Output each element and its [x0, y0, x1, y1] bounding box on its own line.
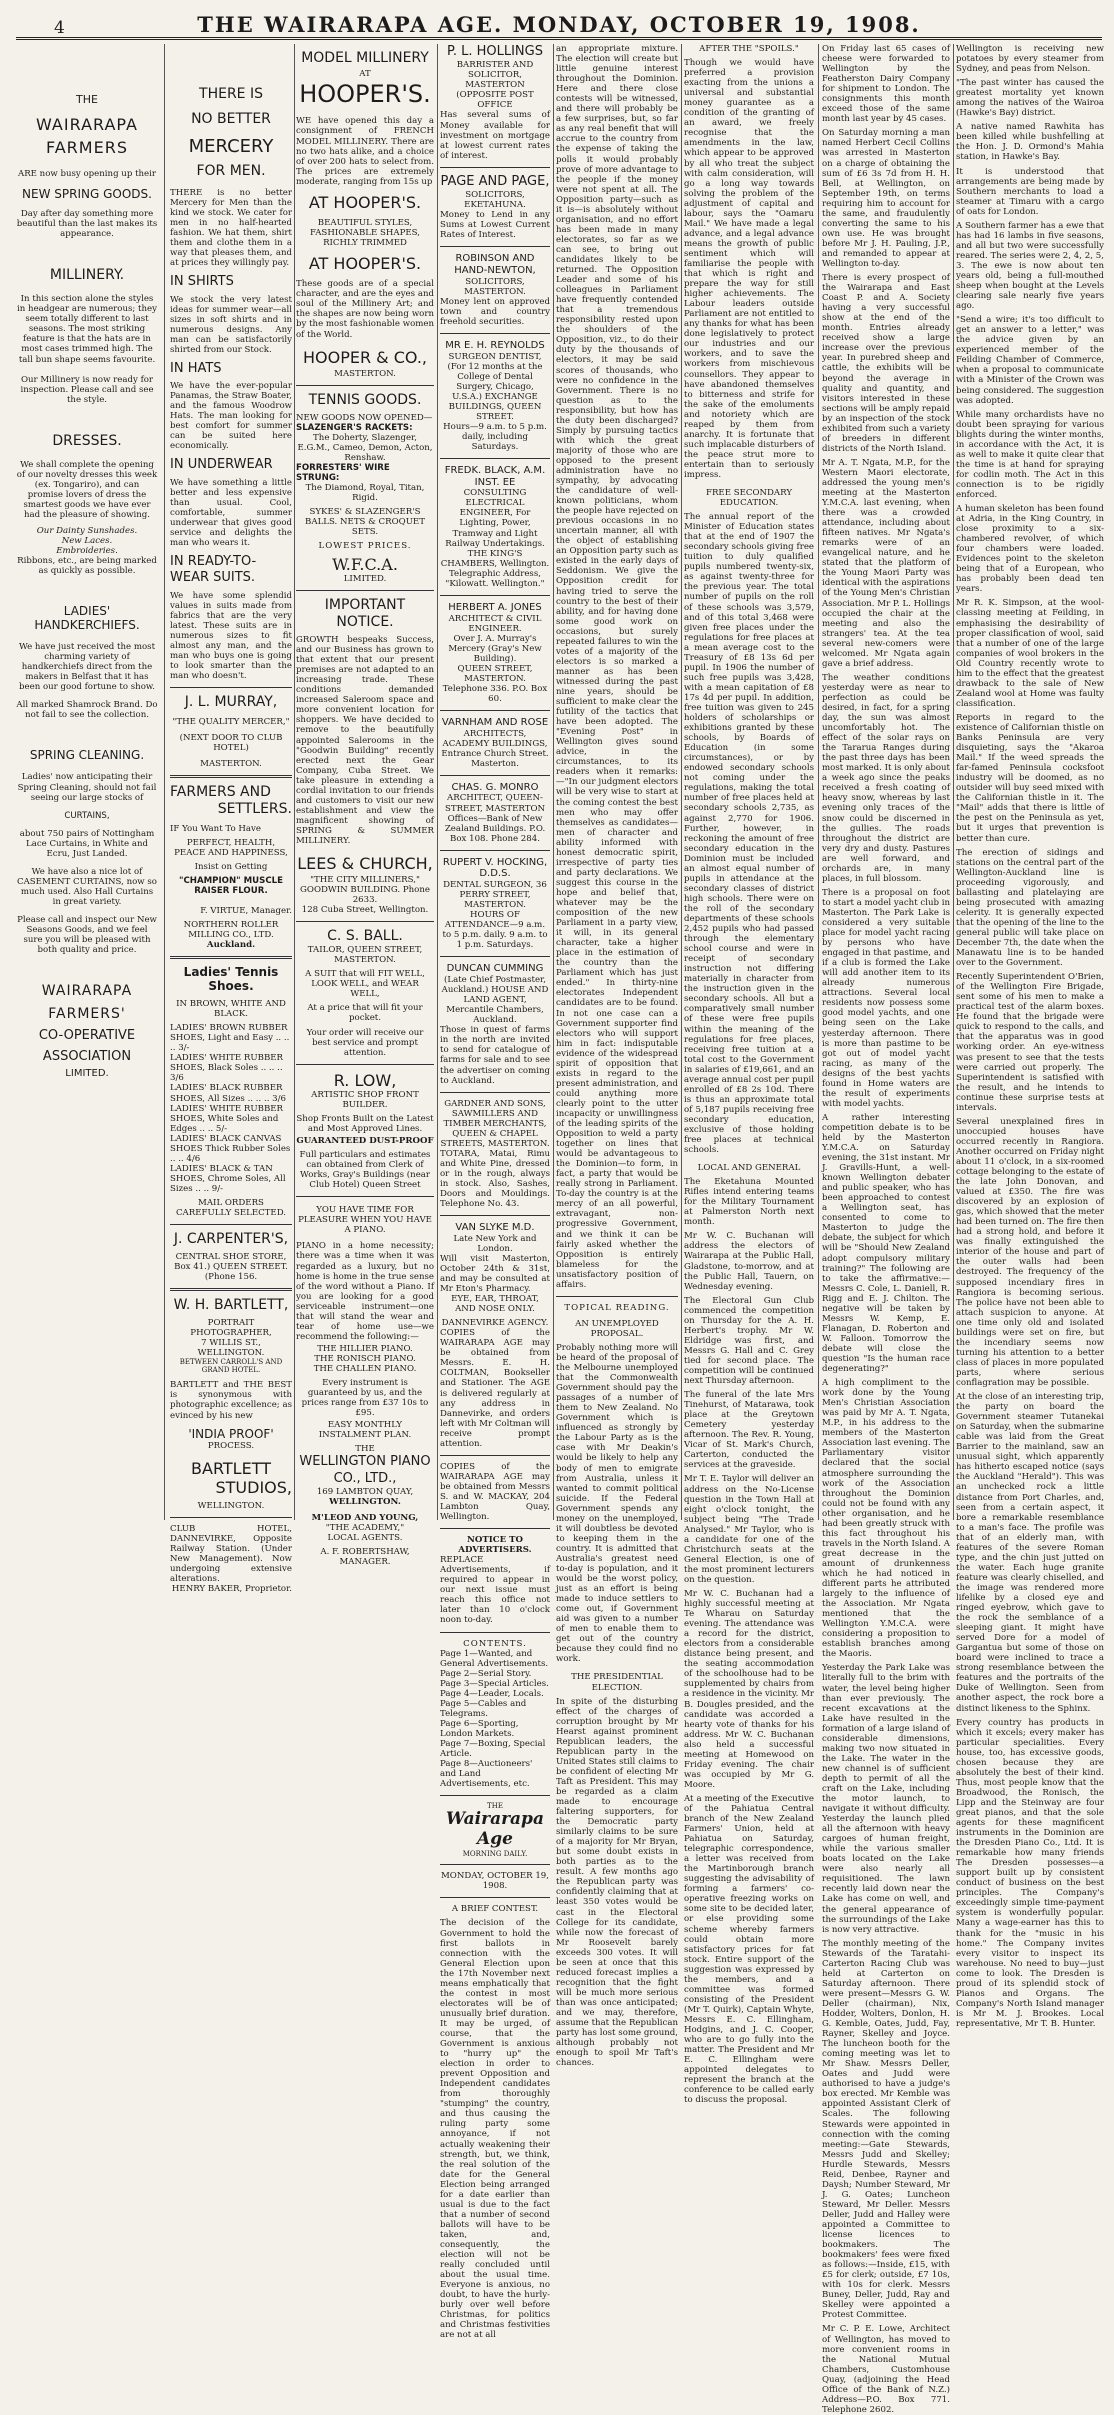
- card-text: SURGEON DENTIST, (For 12 months at the College of Dental Surgery, Chicago, U.S.A.) EXCHANGE BUILDINGS, QUEEN STREET.: [447, 351, 543, 422]
- contents-item: Page 6—Sporting, London Markets.: [440, 1718, 519, 1739]
- ad-heading: CO-OPERATIVE: [38, 1027, 136, 1043]
- contents-item: Page 1—Wanted, and General Advertisements.: [440, 1648, 549, 1669]
- news-item: The Eketahuna Mounted Rifles intend entering teams for the Military Tournament at Palmerston North next month.: [684, 1177, 814, 1228]
- ad-text: LOWEST PRICES.: [318, 541, 412, 552]
- contents-item: Page 7—Boxing, Special Article.: [440, 1738, 546, 1760]
- card-text: Those in quest of farms in the north are invited to send for catalogue of farms for sale and to see the advertiser on coming to Auckland.: [440, 1025, 550, 1086]
- news-item: Several unexplained fires in unoccupied houses have occurred recently in Rangiora. Another occurred on Friday night about 11 o'clock, in a six-roomed cottage belonging to the estate of the late John Donovan, and valued at £350. The fire was discovered by an explosion of gas, which showed that the meter had been turned on. The fire then had a strong hold, and before it was finally extinguished the interior of the house and part of the outer walls had been destroyed. The frequency of the supposed incendiary fires in Rangiora is becoming serious. The police have not been able to attach suspicion to anyone. At one time only old and isolated buildings were set on fire, but the incendiary seems now turning his attention to a better class of places in more populated parts, where serious conflagration may be possible.: [956, 1116, 1104, 1388]
- ad-text: Shop Fronts Built on the Latest and Most Approved Lines.: [296, 1113, 434, 1134]
- ad-heading: W.F.C.A.: [332, 555, 398, 575]
- article-heading: TOPICAL READING.: [564, 1302, 670, 1313]
- ad-text: BEAUTIFUL STYLES, FASHIONABLE SHAPES, RICHLY TRIMMED: [310, 217, 420, 249]
- ad-text: LIMITED.: [343, 574, 387, 585]
- ad-text: GROWTH bespeaks Success, and our Business has grown to that extent that our present premises are not adapted to an increasing trade. These conditions demanded increased Saleroom space and more convenient location for shoppers. We have decided to remove to the beautifully appointed Salerooms in the "Goodwin Building" recently erected next the Gear Company, Cuba Street. We take pleasure in extending a cordial invitation to our friends and customers to visit our new establishment and view the magnificent showing of SPRING & SUMMER MILLINERY.: [296, 635, 434, 846]
- ad-text: We have some splendid values in suits made from fabrics that are the very latest. These suits are in numerous sizes to fit almost any man, and the man who buys one is going to look smarter than the man who doesn't.: [170, 590, 292, 681]
- ad-text: LADIES' BLACK & TAN SHOES, Chrome Soles, All Sizes .. .. 9/-: [170, 1163, 286, 1194]
- card-heading: HERBERT A. JONES: [448, 601, 542, 613]
- ad-text: In this section alone the styles in headgear are numerous; they seem totally different to last seasons. The most striking feature is that the hats are in most cases trimmed high. The tall bun shape seems favourite.: [17, 294, 157, 365]
- news-item: While many orchardists have no doubt been spraying for various blights during the winter months, in accordance with the Act, it is as well to make it quite clear that the time is at hand for spraying for codlin moth. The Act in this connection is to be rigidly enforced.: [956, 409, 1104, 500]
- ad-text: The Diamond, Royal, Titan, Rigid.: [305, 482, 425, 503]
- ad-text: ARTISTIC SHOP FRONT BUILDER.: [311, 1089, 419, 1110]
- ad-text: LIMITED.: [65, 1068, 109, 1080]
- ad-heading: SPRING CLEANING.: [29, 748, 145, 763]
- ad-text: THE HILLIER PIANO.: [317, 1343, 413, 1354]
- ad-text: WELLINGTON.: [197, 1501, 265, 1511]
- news-item: The monthly meeting of the Stewards of the Taratahi-Carterton Racing Club was held at Carterton on Saturday afternoon. There were present—Messrs G. W. Deller (chairman), Nix, Hodder, Wolters, Donlon, H. G. Kemble, Oates, Judd, Fay, Rayner, Skelley and Joyce. The luncheon booth for the coming meeting was let to Mr Shaw. Messrs Deller, Oates and Judd were authorised to have a judge's box erected. Mr Kemble was appointed Assistant Clerk of Scales. The following Stewards were appointed in connection with the coming meeting:—Gate Stewards, Messrs Judd and Skelley; Hurdle Stewards, Messrs Reid, Denbee, Rayner and Daysh; Number Steward, Mr J. G. Oates; Luncheon Steward, Mr Deller. Messrs Deller, Judd and Halley were appointed a Committee to license licences to bookmakers. The bookmakers' fees were fixed as follows:—Inside, £15, with £5 for clerk; outside, £7 10s, with 10s for clerk. Messrs Buney, Deller, Judd, Ray and Skelley were appointed a Protest Committee.: [822, 1938, 950, 2321]
- news-item: Reports in regard to the existence of Californian thistle on Banks Peninsula are very disquieting, says the "Akaroa Mail." If the weed spreads the far-famed Peninsula cocksfoot industry will be doomed, as no outsider will buy seed mixed with the Californian thistle in it. The "Mail" adds that there is little of the pest on the Peninsula as yet, but it urges that prevention is better than cure.: [956, 712, 1104, 844]
- ad-heading: 'INDIA PROOF': [188, 1426, 274, 1441]
- ad-heading: HOOPER'S.: [299, 79, 431, 108]
- card-text: QUEEN STREET, MASTERTON.: [457, 663, 533, 684]
- ad-text: M'LEOD AND YOUNG,: [311, 1512, 419, 1523]
- ad-text: BETWEEN CARROLL'S AND GRAND HOTEL.: [179, 1357, 283, 1375]
- ad-heading: R. LOW,: [333, 1070, 397, 1090]
- article-heading: A BRIEF CONTEST.: [451, 1904, 539, 1915]
- column-rule: [437, 44, 438, 1520]
- card-text: SOLICITORS, MASTERTON.: [464, 276, 526, 297]
- ad-text: 169 LAMBTON QUAY,: [316, 1486, 414, 1497]
- card-heading: MR E. H. REYNOLDS: [445, 339, 545, 351]
- card-text: HOURS OF ATTENDANCE—9 a.m. to 5 p.m. daily. 9 a.m. to 1 p.m. Saturdays.: [442, 910, 548, 951]
- ad-text: IF You Want To Have: [170, 823, 261, 834]
- card-text: BARRISTER AND SOLICITOR, MASTERTON (OPPOSITE POST OFFICE: [456, 60, 534, 111]
- column-rule: [953, 44, 954, 1520]
- ad-text: BARTLETT and THE BEST is synonymous with photographic excellence; as evinced by his new: [170, 1380, 292, 1421]
- card-text: QUEEN & CHAPEL STREETS, MASTERTON.: [440, 1128, 550, 1149]
- column-rule: [681, 44, 682, 1520]
- ad-text: Insist on Getting: [194, 861, 268, 872]
- article-heading: AN UNEMPLOYED PROPOSAL.: [575, 1318, 659, 1339]
- news-item: It is understood that arrangements are being made by Southern merchants to load a steamer at Timaru with a cargo of oats for London.: [956, 166, 1104, 217]
- ad-text: "THE CITY MILLINERS,": [310, 875, 420, 886]
- ad-text: TAILOR, QUEEN STREET, MASTERTON.: [307, 945, 423, 966]
- card-heading: P. L. HOLLINGS: [447, 44, 543, 59]
- ad-text: about 750 pairs of Nottingham Lace Curtains, in White and Ecru, Just Landed.: [19, 828, 155, 859]
- ad-text: PERFECT, HEALTH, PEACE AND HAPPINESS,: [174, 837, 288, 858]
- ad-heading: LADIES': [63, 604, 111, 619]
- card-text: THE KING'S CHAMBERS, Wellington.: [440, 548, 550, 569]
- column-6-news: [684, 44, 814, 2106]
- card-heading: RUPERT V. HOCKING, D.D.S.: [442, 856, 548, 880]
- ad-heading: WAIRARAPA: [41, 983, 133, 1000]
- news-item: Mr T. E. Taylor will deliver an address on the No-License question in the Town Hall at eight o'clock tonight, the subject being "The Trade Analysed." Mr Taylor, who is a candidate for one of the Christchurch seats at the General Election, is one of the most prominent lecturers on the question.: [684, 1474, 814, 1585]
- card-text: Has several sums of Money available for investment on mortgage at lowest current rates of interest.: [440, 110, 550, 161]
- ad-heading: MERCERY: [188, 135, 274, 157]
- card-heading: PAGE AND PAGE,: [440, 173, 550, 189]
- news-item: The erection of sidings and stations on the central part of the Wellington-Auckland line is proceeding vigorously, and ballasting and platelaying are being prosecuted with amazing celerity. It is generally expected that the opening of the line to the general public will take place on December 7th, the date when the Manawatu line is to be handed over to the Government.: [956, 847, 1104, 969]
- ad-text: Auckland.: [206, 939, 256, 950]
- ad-heading: Ladies' Tennis Shoes.: [183, 965, 279, 994]
- ad-heading: "CHAMPION" MUSCLE RAISER FLOUR.: [178, 875, 283, 896]
- article-body: The decision of the Government to hold the first ballots in connection with the General Election upon the 17th November next means emphatically that the contest in most electorates will be of unusually brief duration. It may be urged, of course, that the Government is anxious to "hurry up" the election in order to prevent Opposition and Independent candidates from thoroughly "stumping" the country, and thus causing the ruling party some annoyance, if not actually weakening their strength, but, we think, the real solution of the date for the General Election being arranged for a date earlier than usual is due to the fact that a number of second ballots will have to be taken, and, consequently, the election will not be really concluded until about the usual time. Everyone is anxious, no doubt, to have the hurly-burly over well before Christmas, for politics and Christmas festivities are not at all: [440, 1918, 550, 2341]
- contents-item: Page 5—Cables and Telegrams.: [440, 1698, 527, 1719]
- card-heading: ROBINSON AND HAND-NEWTON,: [454, 253, 536, 276]
- card-heading: GARDNER AND SONS, SAWMILLERS AND TIMBER MERCHANTS,: [443, 1098, 547, 1129]
- ad-heading: ASSOCIATION: [42, 1049, 132, 1065]
- ad-text: Ladies' now anticipating their Spring Cleaning, should not fail seeing our large stocks of: [17, 772, 157, 803]
- farmers-advertisement: [16, 44, 158, 1520]
- ad-text: PORTRAIT PHOTOGRAPHER,: [190, 1317, 272, 1338]
- article-heading: AFTER THE "SPOILS.": [699, 44, 799, 54]
- ad-heading: FARMERS': [48, 1005, 126, 1022]
- ad-text: Day after day something more beautiful than the last makes its appearance.: [16, 209, 158, 240]
- ad-text: WE have opened this day a consignment of FRENCH MODEL MILLINERY. There are no two hats alike, and a choice of over 200 hats to select from. The prices are extremely moderate, ranging from 15s up: [296, 116, 434, 187]
- ad-text: PROCESS.: [207, 1440, 255, 1451]
- article-body: an appropriate mixture. The election will create but little genuine interest throughout the Dominion. Here and there close contests will be witnessed, and there will probably be a few surprises, but, so far as any real benefit that will accrue to the country from the expense of taking the polls it would probably prove of more advantage to the people if the money were not spent at all. The Opposition party—such as it is—is absolutely without organisation, and no effort has been made in many electorates, so far as we can see, to bring out candidates likely to be returned. The Opposition Leader and some of his colleagues in Parliament have frequently contended that a tremendous responsibility rested upon the shoulders of the Opposition, viz., to do their duty by the thousands of electors, it may be said scores of thousands, who were no confidence in the Government. There is no question as to the responsibility, but how has the duty been discharged? Simply by pursuing tactics with which the great majority of those who are opposed to the present administration have no sympathy, by advocating the candidature of well-known politicians, whom the people have rejected on previous occasions in no uncertain manner, all with the object of establishing an Opposition party such as existed in the early days of Seddonism. We give the Opposition credit for having tried to serve the country to the best of their ability, and for having done some good work on occasions, but surely repeated failures to win the votes of a majority of the electors is so marked a manner as has been witnessed during the past nine years, should be sufficient to make clear the futility of the tactics that have been adopted. The "Evening Post" in Wellington gives sound advice, in the circumstances, to its readers when it remarks:—"In our judgment electors will be very wise to start at the coming contest the best men who may offer themselves as candidates—men of character and ability informed with honest democratic spirit, irrespective of party ties and party declarations. We suggest this course in the hope and belief that, whatever may be the composition of the new Parliament in a party view, it will, in its general character, take a higher place in the estimation of the country than the Parliament which has just ended." In thirty-nine electorates Independent candidates are to be found. In not one case can a Government supporter find electors who will support him in fact: indisputable evidence of the widespread spirit of opposition that exists in regard to the present administration, and could anything more clearly point to the utter incapacity or unwillingness of the leading spirits of the Opposition to weld a party together on lines that would be advantageous to the Dominion—to form, in fact, a party that would be really strong in Parliament. To-day the country is at the mercy of an all powerful, extravagant, non-progressive Government, and we think it can be fairly asked whether the Opposition is entirely blameless for the unsatisfactory position of affairs.: [556, 44, 678, 1290]
- news-item: There is a proposal on foot to start a model yacht club in Masterton. The Park Lake is considered a very suitable place for model yacht racing by persons who have engaged in that pastime, and if a club is formed the Lake will add another item to its already numerous attractions. Several local residents now possess some good model yachts, and one being seen on the Lake yesterday afternoon. There is more than pastime to be got out of model yacht racing, as many of the designs of the best yachts found in Home waters are the result of experiments with model yachts.: [822, 887, 951, 1109]
- card-heading: FREDK. BLACK, A.M. INST. EE: [444, 464, 546, 488]
- ad-text: Our Dainty Sunshades.: [36, 525, 138, 536]
- ad-text: "THE QUALITY MERCER,": [172, 716, 290, 727]
- contents-item: Page 2—Serial Story.: [440, 1668, 532, 1679]
- card-heading: VARNHAM AND ROSE: [441, 716, 549, 728]
- ad-heading: WAIRARAPA: [35, 114, 138, 134]
- ad-text: We have something a little better and less expensive than usual. Cool, comfortable, summer underwear that gives good service and delights the man who wears it.: [170, 477, 292, 548]
- ad-heading: BARTLETT: [191, 1458, 271, 1478]
- ad-text: GUARANTEED DUST-PROOF: [296, 1136, 434, 1147]
- ad-text: HENRY BAKER, Proprietor.: [171, 1584, 292, 1595]
- column-7-news: [822, 44, 951, 2415]
- ad-text: MASTERTON.: [200, 758, 262, 769]
- ad-heading: HOOPER & CO.,: [302, 347, 428, 367]
- ad-text: Every instrument is guaranteed by us, and the prices range from £37 10s to £95.: [301, 1378, 429, 1419]
- contents-heading: CONTENTS.: [463, 1638, 527, 1649]
- ad-text: AT: [359, 68, 371, 79]
- news-item: Every country has products in which it excels; every maker has particular specialities. Every house, too, has excessive goods, chosen because they are absolutely the best of their kind. Thus, most people know that the Broadwood, the Ronisch, the Lipp and the Steinway are four great pianos, and that the sole agents for these magnificent instruments in the Dominion are the Dresden Piano Co., Ltd. It is remarkable how many friends The Dresden possesses—a support built up by consistent conduct of business on the best principles. The Company's exceedingly simple time-payment system is wonderfully popular. Many a wage-earner has this to thank for the "music in his home." The Company invites every visitor to inspect its warehouse. No need to buy—just come to look. The Dresden is proud of its splendid stock of Pianos and Organs. The Company's North Island manager is Mr M. J. Brookes. Local representative, Mr T. B. Hunter.: [956, 1717, 1104, 2029]
- ad-heading: SLAZENGER'S RACKETS:: [296, 422, 413, 433]
- ad-heading: AT HOOPER'S.: [308, 192, 422, 212]
- card-heading: DUNCAN CUMMING: [446, 963, 544, 975]
- card-text: Telephone 336. P.O. Box 60.: [442, 683, 548, 704]
- card-text: Money lent on approved town and country freehold securities.: [440, 296, 550, 327]
- ad-text: 128 Cuba Street, Wellington.: [301, 905, 429, 916]
- column-5-editorial: [556, 44, 678, 2069]
- card-text: REPLACE Advertisements, if required to appear in our next issue must reach this office not later than 10 o'clock noon to-day.: [440, 1555, 550, 1626]
- ad-text: CLUB HOTEL, DANNEVIRKE, Opposite Railway Station. (Under New Management). Now undergoing extensive alterations.: [170, 1524, 292, 1585]
- card-heading: DANNEVIRKE AGENCY.: [441, 1318, 549, 1329]
- ad-heading: J. CARPENTER'S,: [173, 1231, 289, 1248]
- nameplate-title: Wairarapa Age: [446, 1809, 544, 1850]
- ad-text: The Doherty, Slazenger, E.G.M., Cameo, Demon, Acton, Renshaw.: [297, 432, 433, 463]
- ad-heading: LEES & CHURCH,: [297, 854, 433, 874]
- ad-heading: NO BETTER: [191, 110, 271, 127]
- contents-item: Page 3—Special Articles.: [440, 1678, 549, 1689]
- ad-text: CURTAINS,: [64, 810, 110, 821]
- ad-heading: C. S. BALL.: [327, 928, 403, 945]
- news-item: On Saturday morning a man named Herbert Cecil Collins was arrested in Masterton on a charge of obtaining the sum of £6 3s 7d from H. H. Bell, at Wellington, on September 19th, on terms requiring him to account for the same, and fraudulently converting the same to his own use. He was brought before Mr J. H. Pauling, J.P., and remanded to appear at Wellington to-day.: [822, 128, 950, 269]
- ad-text: All marked Shamrock Brand. Do not fail to see the collection.: [16, 700, 158, 721]
- column-rule: [818, 44, 819, 1520]
- news-item: Recently Superintendent O'Brien, of the Wellington Fire Brigade, sent some of his men to make a practical test of the alarm boxes. He found that the brigade were quick to respond to the calls, and that the apparatus was in good working order. An eye-witness was present to see that the tests were carried out properly. The Superintendent is satisfied with the result, and he intends to continue these surprise tests at intervals.: [956, 972, 1104, 1113]
- ad-heading: W. H. BARTLETT,: [173, 1297, 289, 1313]
- column-4-professional-cards: [440, 44, 550, 2341]
- news-item: A high compliment to the work done by the Young Men's Christian Association was paid by Mr A. T. Ngata, M.P., in his address to the members of the Masterton Association last evening. The Parliamentary visitor declared that the social atmosphere surrounding the work of the Association throughout the Dominion could not be found with any other organisation, and he had been greatly struck with this fact throughout his travels in the North Island. A great decrease in the amount of drunkenness which he had noticed in different parts he attributed largely to the influence of the Association. Mr Ngata mentioned that the Wellington Y.M.C.A. were considering a proposition to establish branches among the Maoris.: [822, 1378, 950, 1660]
- column-2-advertisements: [170, 44, 292, 1595]
- ad-text: THE: [355, 1444, 375, 1455]
- card-text: SOLICITORS, EKETAHUNA.: [464, 189, 526, 211]
- card-text: COPIES of the WAIRARAPA AGE may be obtained from Messrs S. and W. MACKAY, 204 Lambton Quay, Wellington.: [440, 1461, 550, 1523]
- news-item: Mr W. C. Buchanan had a highly successful meeting at Te Wharau on Saturday evening. The attendance was a record for the district, electors from a considerable distance being present, and the seating accommodation of the schoolhouse had to be supplemented by chairs from a residence in the vicinity. Mr B. Dougles presided, and the candidate was accorded a hearty vote of thanks for his address. Mr W. C. Buchanan also held a successful meeting at Homewood on Friday evening. The chair was occupied by Mr G. Moore.: [684, 1588, 814, 1790]
- ad-heading: MODEL MILLINERY: [301, 50, 429, 66]
- ad-text: We have also a nice lot of CASEMENT CURTAINS, now so much used. Also Hall Curtains in great variety.: [17, 866, 157, 907]
- ad-text: LADIES' BLACK RUBBER SHOES, All Sizes .. .. .. 3/6: [170, 1083, 286, 1104]
- news-item: At the close of an interesting trip, the party on board the Government steamer Tutanekai on Saturday, when the submarine cable was laid from the Great Barrier to the mainland, saw an unusual sight, which apparently has hitherto escaped notice (says the Auckland "Herald"). This was an unchecked rock a little distance from Port Charles, and, seen from a certain aspect, it bore a remarkable resemblance to a man's face. The profile was that of an elderly man, with features of the severe Roman type, and the chin just jutted on the water. Each huge granite feature was clearly chiselled, and the image was rendered more lifelike by a closed eye and ringed eyebrow, which gave to the rock the semblance of a sleeping giant. It might have served Dore for a model of Gargantua but some of those on board were inclined to trace a strong resemblance between the features and the portraits of the Duke of Wellington. Seen from another aspect, the rock bore a distinct likeness to the Sphinx.: [956, 1392, 1104, 1714]
- ad-text: MASTERTON.: [334, 368, 396, 379]
- card-text: Telegraphic Address, "Kilowatt. Wellington.": [445, 568, 545, 589]
- column-3-advertisements: [296, 44, 435, 1568]
- news-item: Yesterday the Park Lake was literally full to the brim with water, the level being higher than ever previously. The recent excavations at the Lake have resulted in the formation of a large island of considerable dimensions, making two now situated in the Lake. The water in the new channel is of sufficient depth to permit of all the craft on the Lake, including the motor launch, to navigate it without difficulty. Yesterday the launch plied all the afternoon with heavy cargoes of human freight, while the various smaller boats located on the Lake were also nearly all requisitioned. The lawn recently laid down near the Lake has come on well, and the general appearance of the surroundings of the Lake is now very attractive.: [822, 1663, 950, 1935]
- ad-heading: IN SHIRTS: [170, 274, 234, 290]
- dateline: MONDAY, OCTOBER 19, 1908.: [441, 1871, 549, 1892]
- ad-text: LOCAL AGENTS.: [327, 1533, 403, 1544]
- card-text: ARCHITECT & CIVIL ENGINEER.: [448, 613, 542, 634]
- card-text: Will visit Masterton, October 24th & 31st, and may be consulted at Mr Eton's Pharmacy.: [440, 1253, 550, 1295]
- ad-text: WELLINGTON.: [329, 1496, 401, 1507]
- card-text: Offices—Bank of New Zealand Buildings. P.O. Box 108. Phone 284.: [444, 813, 546, 844]
- news-item: There is every prospect of the Wairarapa and East Coast P. and A. Society having a very successful show at the end of the month. Entries already received show a large increase over the previous year. In purebred sheep and cattle, the exhibits will be beyond the average in quality and quantity, and visitors interested in these sections will be amply repaid by an inspection of the stock exhibited from such a variety of breeders in different districts of the North Island.: [822, 273, 950, 454]
- ad-text: PIANO in a home necessity; there was a time when it was regarded as a luxury, but no home is home in the true sense of the word without a Piano. If you are looking for a good serviceable instrument—one that will stand the wear and tear of home use—we recommend the following:—: [296, 1241, 434, 1342]
- column-8-news: [956, 44, 1104, 2029]
- ad-text: THE RONISCH PIANO.: [314, 1353, 416, 1364]
- ad-text: A SUIT that will FIT WELL, LOOK WELL, and WEAR WELL,: [305, 969, 425, 1000]
- card-text: Hours—9 a.m. to 5 p.m. daily, including Saturdays.: [443, 421, 547, 452]
- column-rule: [294, 44, 295, 1520]
- ad-text: IN BROWN, WHITE AND BLACK.: [176, 999, 286, 1020]
- ad-heading: DRESSES.: [52, 432, 122, 449]
- news-item: "Send a wire; it's too difficult to get an answer to a letter," was the advice given by an experienced member of the Feilding Chamber of Commerce, when a proposal to communicate with a Minister of the Crown was being considered. The suggestion was adopted.: [956, 315, 1104, 406]
- ad-heading: NEW SPRING GOODS.: [22, 187, 152, 202]
- card-heading: VAN SLYKE M.D.: [455, 1222, 535, 1234]
- ad-text: Embroideries.: [56, 545, 118, 556]
- news-item: The weather conditions yesterday were as near to perfection as could be desired, in fact, for a spring day, the sun was almost uncomfortably hot. The effect of the solar rays on the Tararua Ranges during the past three days has been most marked. It is only about a week ago since the peaks received a fresh coating of heavy snow, whereas by last evening only traces of the snow could be discerned in the gullies. The roads throughout the district are very dry and dusty. Pastures are well forward, and orchards are, in many places, in full blossom.: [822, 672, 950, 884]
- nameplate-text: THE: [487, 1802, 503, 1811]
- article-body: In spite of the disturbing effect of the charges of corruption brought by Mr Hearst against prominent Republican leaders, the Republican party in the United States still claims to be confident of electing Mr Taft as President. This may be regarded as a claim made to encourage faltering supporters, for the Democratic party similarly claims to be sure of a majority for Mr Bryan, but some doubt exists in both parties as to the result. A few months ago the Republican party was confidently claiming that at least 350 votes would be cast in the Electoral College for its candidate, while now the forecast of Mr Roosevelt barely exceeds 300 votes. It will be seen at once that this reduced forecast implies a recognition that the fight will be much more serious than was once anticipated; and we may, therefore, assume that the Republican party has lost some ground, although probably not enough to spoil Mr Taft's chances.: [556, 1696, 678, 2069]
- ad-text: YOU HAVE TIME FOR PLEASURE WHEN YOU HAVE A PIANO.: [298, 1205, 432, 1236]
- ad-text: F. VIRTUE, Manager.: [200, 905, 292, 916]
- ad-text: 7 WILLIS ST., WELLINGTON.: [197, 1337, 265, 1358]
- ad-heading: IN HATS: [170, 360, 222, 376]
- card-text: (Late Chief Postmaster, Auckland.) HOUSE AND LAND AGENT, Mercantile Chambers, Auckland.: [441, 975, 549, 1026]
- ad-text: (NEXT DOOR TO CLUB HOTEL): [179, 732, 283, 753]
- ad-heading: THERE IS: [199, 86, 263, 102]
- page-number: 4: [54, 18, 65, 38]
- news-item: Mr W. C. Buchanan will address the electors of Wairarapa at the Public Hall, Gladstone, to-morrow, and at the Public Hall, Tauern, on Wednesday evening.: [684, 1231, 814, 1292]
- contents-item: Page 4—Leader, Locals.: [440, 1688, 544, 1699]
- card-text: DENTAL SURGEON, 36 PERRY STREET, MASTERTON.: [443, 880, 547, 911]
- ad-heading: IN READY-TO-WEAR SUITS.: [170, 554, 257, 586]
- article-heading: FREE SECONDARY EDUCATION.: [706, 488, 792, 509]
- ad-heading: STUDIOS,: [215, 1477, 292, 1497]
- article-body: Probably nothing more will be heard of the proposal of the Melbourne unemployed that the Commonwealth Government should pay the passages of a number of them to New Zealand. No Government which is influenced as strongly by the Labour Party as is the case with Mr Deakin's would be likely to help any body of men to emigrate from Australia, unless it wanted to commit political suicide. If the Federal Government spends any money on the unemployed, it will doubtless be devoted to keeping them in the country. It is admitted that Australia's greatest need to-day is population, and it would be the worst policy, just as an effort is being made to induce settlers to come out, if Government aid was given to a number of men to enable them to get out of the country because they could find no work.: [556, 1342, 678, 1665]
- contents-item: Page 8—Auctioneers' and Land Advertisements, etc.: [440, 1759, 533, 1790]
- column-rule: [164, 44, 165, 1520]
- news-item: Mr C. P. E. Lowe, Architect of Wellington, has moved to more convenient rooms in the National Mutual Chambers, Customhouse Quay, (adjoining the Head Office of the Bank of N.Z.) Address—P.O. Box 771. Telephone 2602.: [822, 2324, 950, 2415]
- ad-text: Full particulars and estimates can obtained from Clerk of Works, Gray's Buildings (near Club Hotel) Queen Street: [299, 1150, 431, 1191]
- news-item: A Southern farmer has a ewe that has had 16 lambs in five seasons, and all but two were successfully reared. The series were 2, 4, 2, 5, 3. The ewe is now about ten years old, being a full-mouthed sheep when bought at the Levels clearing sale nearly five years ago.: [956, 220, 1104, 312]
- article-body: The annual report of the Minister of Education states that at the end of 1907 the secondary schools giving free tuition to duly qualified pupils numbered twenty-six, as against twenty-three for the previous year. The total number of pupils on the roll of these schools was 3,579, and of this total 3,468 were given free places under the regulations for free places at a mean average cost to the Treasury of £8 13s 6d per pupil. In 1906 the number of such free pupils was 3,428, with a mean capitation of £8 17s 4d per pupil. In addition, free tuition was given to 245 holders of scholarships or exhibitions granted by these schools, by Boards of Education (in some circumstances), or by endowed secondary schools not coming under the regulations, making the total number of free places held at secondary schools 2,735, as against 2,770 for 1906. Further, however, in reckoning the amount of free secondary education in the Dominion must be included an almost equal number of pupils in attendance at the secondary classes of district high schools. There were on the roll of the secondary departments of these schools 2,452 pupils who had passed through the elementary school course and were in receipt of secondary instruction not differing materially in character from the instruction given in the secondary schools. All but a comparatively small number of these were free pupils within the meaning of the regulations for free places, receiving free tuition at a total cost to the Government in salaries of £19,661, and an average annual cost per pupil enrolled of £8 2s 10d. There is thus an approximate total of 5,187 pupils receiving free secondary education, exclusive of those holding free places at technical schools.: [684, 512, 814, 1156]
- ad-heading: TENNIS GOODS.: [308, 391, 422, 408]
- ad-text: NORTHERN ROLLER MILLING CO., LTD.: [183, 919, 279, 940]
- news-item: "The past winter has caused the greatest mortality yet known among the natives of the Wairoa (Hawke's Bay) district.: [956, 78, 1104, 119]
- ad-text: THERE is no better Mercery for Men than the kind we stock. We cater for men in no half-hearted fashion. We hat them, shirt them and clothe them in a way that pleases them, and at prices they willingly pay.: [170, 187, 292, 269]
- ad-text: Please call and inspect our New Seasons Goods, and we feel sure you will be pleased with both quality and price.: [17, 914, 157, 956]
- ad-heading: FARMERS: [46, 138, 128, 158]
- ad-text: Box 41.) QUEEN STREET. (Phone 156.: [174, 1261, 288, 1282]
- card-heading: NOTICE TO ADVERTISERS.: [458, 1535, 532, 1556]
- ad-text: GOODWIN BUILDING. Phone 2633.: [300, 885, 430, 906]
- ad-text: EASY MONTHLY INSTALMENT PLAN.: [318, 1420, 412, 1441]
- ad-heading: FORRESTERS' WIRE STRUNG:: [296, 462, 390, 483]
- card-text: COPIES of the WAIRARAPA AGE may be obtained from Messrs. E. H. COLTMAN, Bookseller and Stationer. The AGE is delivered regularly at any address in Dannevirke, and orders left with Mr Coltman will receive prompt attention.: [440, 1328, 550, 1449]
- card-text: CONSULTING ELECTRICAL ENGINEER, For Lighting, Power, Tramway and Light Railway Undertakings.: [445, 488, 545, 549]
- ad-text: We stock the very latest ideas for summer wear—all sizes in soft shirts and in numerous designs. Any man can be satisfactorily shirted from our Stock.: [170, 294, 292, 355]
- news-item: At a meeting of the Executive of the Pahiatua Central branch of the New Zealand Farmers' Union, held at Pahiatua on Saturday, telegraphic correspondence, a letter was received from the Martinborough branch suggesting the advisability of forming a farmers' co-operative freezing works on some site to be decided later, or else providing some scheme whereby farmers could obtain more satisfactory prices for fat stock. Entire support of the suggestion was expressed by the members, and a committee was formed consisting of the President (Mr T. Quirk), Captain Whyte, Messrs E. C. Ellingham, Hodgins, and J. C. Cooper, who are to go fully into the matter. The President and Mr E. C. Ellingham were appointed delegates to represent the branch at the conference to be called early to discuss the proposal.: [684, 1793, 814, 2106]
- ad-text: At a price that will fit your pocket.: [307, 1003, 423, 1024]
- ad-text: New Laces.: [61, 535, 113, 546]
- ad-text: SYKES' & SLAZENGER'S BALLS. NETS & CROQUET SETS.: [305, 507, 425, 538]
- ad-heading: HANDKERCHIEFS.: [34, 618, 140, 633]
- ad-heading: AT HOOPER'S.: [308, 254, 422, 274]
- ad-heading: IN UNDERWEAR: [170, 457, 273, 473]
- ad-heading: FOR MEN.: [196, 163, 266, 180]
- ad-text: MAIL ORDERS CAREFULLY SELECTED.: [175, 1197, 287, 1219]
- news-item: Mr R. K. Simpson, at the wool-classing meeting at Feilding, in emphasising the desirability of proper classification of wool, said that a number of one of the large companies of wool brokers in the Old Country recently wrote to him to the effect that the greatest drawback to the sale of New Zealand wool at Home was faulty classification.: [956, 598, 1104, 709]
- ad-text: We have the ever-popular Panamas, the Straw Boater, and the famous Woodrow Hats. The man looking for best comfort for summer can be suited here economically.: [170, 381, 292, 452]
- news-item: Mr A. T. Ngata, M.P., for the Western Maori electorate, addressed the young men's meeting at the Masterton Y.M.C.A. last evening, when there was a crowded attendance, including about fifteen natives. Mr Ngata's remarks were of an evangelical nature, and he stated that the platform of the Young Maori Party was identical with the aspirations of the Young Men's Christian Association. Mr P. L. Hollings occupied the chair at the meeting and also the strangers' tea. At the tea several new-comers were welcomed. Mr Ngata again gave a brief address.: [822, 457, 950, 669]
- ad-text: These goods are of a special character, and are the eyes and soul of the Millinery Art; and the shapes are now being worn by the most fashionable women of the World.: [296, 279, 435, 340]
- card-text: EYE, EAR, THROAT, AND NOSE ONLY.: [451, 1294, 539, 1315]
- card-text: TOTARA, Matai, Rimu and White Pine, dressed or in the rough, always in stock. Also, Sashes, Doors and Mouldings. Telephone No. 43.: [440, 1148, 550, 1210]
- news-item: A native named Rawhita has been killed while bushfelling at the Hon. J. D. Ormond's Mahia station, in Hawke's Bay.: [956, 122, 1104, 163]
- ad-heading: IMPORTANT NOTICE.: [324, 597, 406, 631]
- article-heading: THE PRESIDENTIAL ELECTION.: [571, 1672, 663, 1693]
- news-item: A human skeleton has been found at Adria, in the King Country, in close proximity to a six-chambered revolver, of which four chambers were loaded. Evidences point to the skeleton being that of a European, who has probably been dead ten years.: [956, 504, 1104, 595]
- ad-heading: MILLINERY.: [49, 267, 125, 284]
- news-item: A rather interesting competition debate is to be held by the Masterton Y.M.C.A. on Saturday evening, the 31st instant. Mr J. Gravills-Hunt, a well-known Wellington debater and public speaker, who has been approached to contest a Wellington seat, has consented to come to Masterton to judge the debate, the subject for which will be "Should New Zealand adopt compulsory military training?" The following are to take the affirmative:—Messrs C. Cole, L. Daniell, R. Rigg and E. J. Chilton. The negative will be taken by Messrs W. Kemp, E. Flanagan, D. Roberton and W. Falloon. Tomorrow the debate will close the question "Is the human race degenerating?": [822, 1112, 950, 1375]
- ad-text: Your order will receive our best service and prompt attention.: [306, 1027, 424, 1058]
- article-body: Though we would have preferred a provision exacting from the unions a universal and substantial money guarantee as a condition of the granting of an award, we freely recognise that the amendments in the law, which appear to be approved by all who treat the subject with calm consideration, will go a long way towards solving the problem of the adjustment of capital and labour, says the "Oamaru Mail." We have made a legal advance, and a legal advance means the growth of public sentiment which will familiarise the people with that which is right and prepare the way for still higher achievements. The Labour leaders outside Parliament are not entitled to any thanks for what has been done legislatively to protect our industries and our workers, and to save the workers from mischievous counsellors. They appear to have abandoned themselves to bitterness and strife for the sake of the emoluments and notoriety which are reaped by them from anarchy. It is fortunate that such implacable disturbers of the peace strut more to entertain than to seriously impress.: [684, 58, 814, 480]
- column-rule: [553, 44, 554, 1520]
- ad-text: LADIES' WHITE RUBBER SHOES, White Soles and Edges .. .. 5/-: [170, 1103, 283, 1134]
- ad-heading: FARMERS AND: [170, 783, 271, 800]
- card-text: Money to Lend in any Sums at Lowest Current Rates of Interest.: [440, 210, 550, 241]
- ad-text: We shall complete the opening of our novelty dresses this week (ex. Tongariro), and can promise lovers of dress the smartest goods we have ever had the pleasure of showing.: [16, 459, 158, 520]
- ad-text: "THE ACADEMY,": [325, 1522, 405, 1533]
- ad-text: Our Millinery is now ready for inspection. Please call and see the style.: [20, 374, 154, 405]
- news-item: The funeral of the late Mrs Tinehurst, of Matarawa, took place at the Greytown Cemetery yesterday afternoon. The Rev. R. Young, Vicar of St. Mark's Church, Carterton, conducted the services at the graveside.: [684, 1390, 814, 1471]
- newspaper-title: THE WAIRARAPA AGE. MONDAY, OCTOBER 19, 1908.: [197, 12, 921, 37]
- ad-text: Ribbons, etc., are being marked as quickly as possible.: [17, 555, 157, 576]
- ad-text: LADIES' BLACK CANVAS SHOES Thick Rubber Soles .. .. 4/6: [170, 1133, 291, 1164]
- ad-text: CENTRAL SHOE STORE,: [175, 1251, 287, 1262]
- card-heading: CHAS. G. MONRO: [451, 781, 539, 793]
- card-text: Over J. A. Murray's Mercery (Gray's New Building).: [448, 633, 542, 664]
- ad-heading: J. L. MURRAY,: [184, 693, 278, 710]
- article-heading: LOCAL AND GENERAL: [697, 1163, 801, 1174]
- ad-text: ARE now busy opening up their: [17, 169, 157, 180]
- card-text: ARCHITECT, QUEEN-STREET, MASTERTON: [444, 793, 546, 814]
- ad-text: LADIES' WHITE RUBBER SHOES, Black Soles .. .. .. 3/6: [170, 1053, 283, 1084]
- masthead: [16, 8, 1102, 40]
- ad-text: THE CHALLEN PIANO.: [313, 1363, 417, 1374]
- ad-text: We have just received the most charming variety of handkerchiefs direct from the makers in Belfast that it has been our good fortune to show.: [18, 642, 156, 693]
- ad-text: A. F. ROBERTSHAW, MANAGER.: [320, 1547, 410, 1568]
- ad-text: LADIES' BROWN RUBBER SHOES, Light and Easy .. .. .. 3/-: [170, 1023, 290, 1054]
- news-item: Wellington is receiving new potatoes by every steamer from Sydney, and peas from Nelson.: [956, 44, 1104, 75]
- card-text: ARCHITECTS, ACADEMY BUILDINGS, Entrance Church Street. Masterton.: [441, 728, 549, 769]
- ad-heading: WELLINGTON PIANO CO., LTD.,: [299, 1454, 431, 1486]
- news-item: On Friday last 65 cases of cheese were forwarded to Wellington by the Featherston Dairy Company for shipment to London. The consignments this month exceed those of the same month last year by 45 cases.: [822, 44, 950, 125]
- ad-text: NEW GOODS NOW OPENED—: [296, 412, 433, 423]
- card-text: Late New York and London.: [453, 1233, 537, 1254]
- nameplate-text: MORNING DAILY.: [462, 1850, 528, 1859]
- ad-heading: SETTLERS.: [217, 800, 292, 817]
- news-item: The Electoral Gun Club commenced the competition on Thursday for the A. H. Herbert's trophy. Mr W. Eldridge was first, and Messrs G. Hall and C. Grey tied for second place. The competition will be continued next Thursday afternoon.: [684, 1295, 814, 1387]
- ad-text: THE: [76, 93, 98, 106]
